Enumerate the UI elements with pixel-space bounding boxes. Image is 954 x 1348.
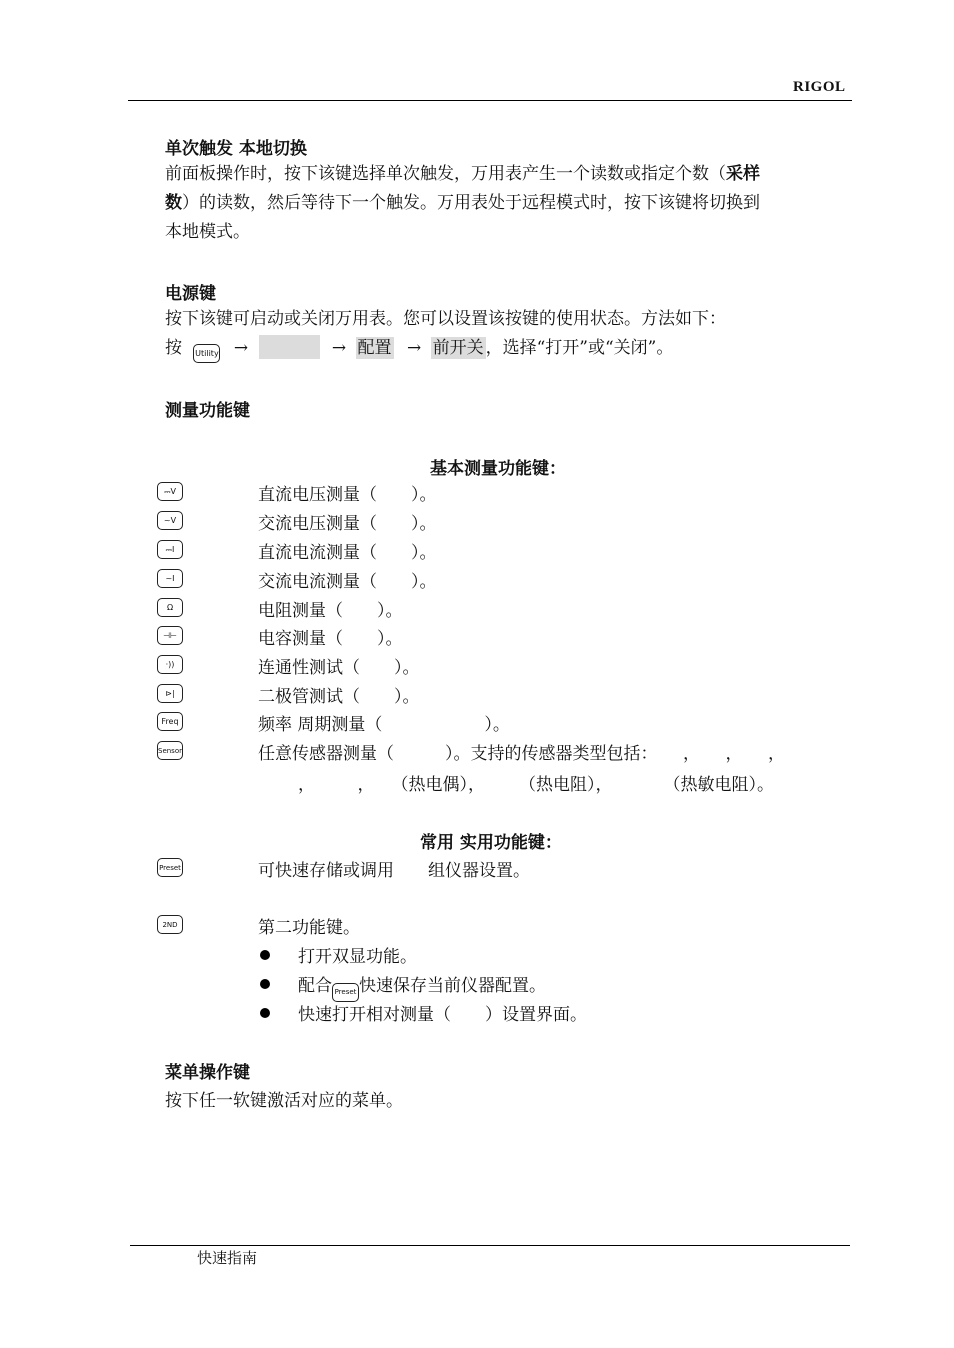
continuity-key-icon: ·)) [157,655,183,674]
arrow-icon: → [406,338,422,358]
aci-key-icon: ~I [157,569,183,588]
brand-logo: RIGOL [793,79,846,95]
bullet-relative [260,1000,587,1025]
blank-menu-box [259,335,320,359]
freq-key-icon: Freq [157,712,183,731]
second-function-key-icon: 2ND [157,915,183,934]
footer-title: 快速指南 [197,1249,258,1267]
bullet-dual-display [260,942,417,967]
bullet-save-config [260,971,546,1002]
arrow-icon: → [233,338,249,358]
diode-key-icon: ⊳| [157,684,183,703]
bullet-text: 打开双显功能。 [298,947,417,967]
menu-front-switch: 前开关 [432,338,484,358]
procedure-tail: ，选择“打开”或“关闭”。 [485,338,674,358]
power-procedure [165,334,673,363]
bullet-icon [260,979,270,989]
utility-key-icon: Utility [193,344,220,363]
section-title-single-trigger: 单次触发 本地切换 [165,139,307,159]
section-title-power: 电源键 [165,284,216,304]
preset-key-icon: Preset [157,858,183,877]
sensor-key-icon: Sensor [157,741,183,760]
bullet-icon [260,950,270,960]
para-bold: 数 [165,193,182,213]
diode-label: 二极管测试（ ）。 [258,687,420,707]
basic-measure-heading: 基本测量功能键： [430,459,566,479]
dcv-label: 直流电压测量（ ）。 [258,485,437,505]
sensor-label: 任意传感器测量（ ）。支持的传感器类型包括： ， ， ， [258,744,785,764]
menu-config: 配置 [357,338,392,358]
dcv-key-icon: ⎓V [157,482,183,501]
section-title-menu: 菜单操作键 [165,1063,250,1083]
dci-label: 直流电流测量（ ）。 [258,543,437,563]
common-utility-heading: 常用 实用功能键： [420,833,562,853]
acv-key-icon: ~V [157,511,183,530]
para-bold: 采样 [726,164,760,184]
aci-label: 交流电流测量（ ）。 [258,572,437,592]
bullet-icon [260,1008,270,1018]
dci-key-icon: ⎓I [157,540,183,559]
capacitance-key-icon: ⊣⊢ [157,626,183,645]
freq-label: 频率 周期测量（ ）。 [258,715,510,735]
continuity-label: 连通性测试（ ）。 [258,658,420,678]
footer-rule [130,1245,850,1246]
resistance-label: 电阻测量（ ）。 [258,601,403,621]
para-text: ）的读数，然后等待下一个触发。万用表处于远程模式时，按下该键将切换到 [182,193,760,213]
capacitance-label: 电容测量（ ）。 [258,629,403,649]
single-trigger-para-line1 [165,160,760,189]
preset-key-icon: Preset [332,983,359,1002]
preset-desc: 可快速存储或调用 组仪器设置。 [258,861,530,881]
bullet-text: 配合 [298,976,332,996]
para-text: 前面板操作时，按下该键选择单次触发，万用表产生一个读数或指定个数（ [165,164,726,184]
power-desc: 按下该键可启动或关闭万用表。您可以设置该按键的使用状态。方法如下： [165,309,726,329]
sensor-types-line2: ， ， （热电偶）， （热电阻）， （热敏电阻）。 [298,775,774,795]
single-trigger-para-line2 [165,189,760,218]
section-title-measure: 测量功能键 [165,401,250,421]
header-rule [128,100,852,101]
arrow-icon: → [331,338,347,358]
single-trigger-para-line3: 本地模式。 [165,222,250,242]
bullet-text: 快速打开相对测量（ ）设置界面。 [298,1005,587,1025]
second-function-desc: 第二功能键。 [258,918,360,938]
menu-desc: 按下任一软键激活对应的菜单。 [165,1091,403,1111]
acv-label: 交流电压测量（ ）。 [258,514,437,534]
bullet-text: 快速保存当前仪器配置。 [359,976,546,996]
press-text: 按 [165,338,182,358]
resistance-key-icon: Ω [157,598,183,617]
